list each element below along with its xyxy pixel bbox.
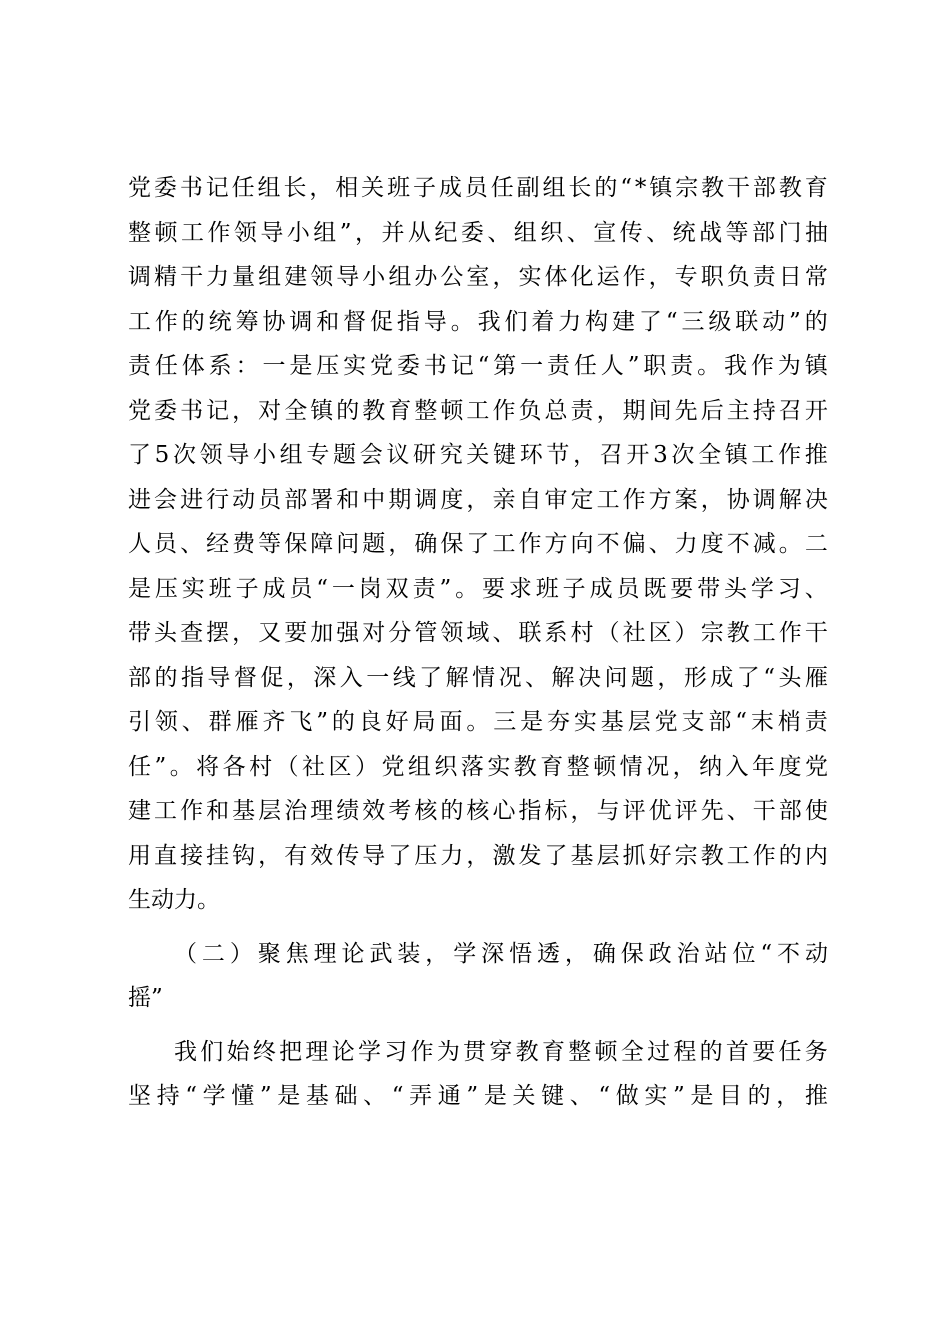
text-line: 工 作 的 统 筹 协 调 和 督 促 指 导 。 我 们 着 力 构 建 了 “ 三 级 联 动 ” 的 <box>128 308 828 335</box>
text-line: 责 任 体 系 ： 一 是 压 实 党 委 书 记 “ 第 一 责 任 人 ” 职 责 。 我 作 为 镇 <box>128 353 828 379</box>
paragraph-responsibility-system <box>128 166 828 923</box>
text-line: 人 员 、 经 费 等 保 障 问 题 ， 确 保 了 工 作 方 向 不 偏 、 力 度 不 减 。 二 <box>128 531 828 557</box>
heading-line: 摇” <box>128 985 163 1011</box>
text-line: 了 5 次 领 导 小 组 专 题 会 议 研 究 关 键 环 节 ， 召 开 3 次 全 镇 工 作 推 <box>128 442 828 468</box>
text-line: 任 ” 。 将 各 村 （ 社 区 ） 党 组 织 落 实 教 育 整 顿 情 况 ， 纳 入 年 度 党 <box>128 753 828 780</box>
document-body <box>128 166 828 1119</box>
text-line: 建 工 作 和 基 层 治 理 绩 效 考 核 的 核 心 指 标 ， 与 评 优 评 先 、 干 部 使 <box>128 798 828 824</box>
text-line: 党 委 书 记 ， 对 全 镇 的 教 育 整 顿 工 作 负 总 责 ， 期 间 先 后 主 持 召 开 <box>128 397 828 424</box>
text-line: 部 的 指 导 督 促 ， 深 入 一 线 了 解 情 况 、 解 决 问 题 ， 形 成 了 “ 头 雁 <box>128 664 828 691</box>
text-line: 调 精 干 力 量 组 建 领 导 小 组 办 公 室 ， 实 体 化 运 作 ， 专 职 负 责 日 常 <box>128 264 828 290</box>
heading-line: （ 二 ） 聚 焦 理 论 武 装 ， 学 深 悟 透 ， 确 保 政 治 站 位 “ 不 动 <box>174 940 828 967</box>
text-line: 整 顿 工 作 领 导 小 组 ” ， 并 从 纪 委 、 组 织 、 宣 传 、 统 战 等 部 门 抽 <box>128 219 828 246</box>
text-line: 带 头 查 摆 ， 又 要 加 强 对 分 管 领 域 、 联 系 村 （ 社 区 ） 宗 教 工 作 干 <box>128 620 828 646</box>
text-line: 党 委 书 记 任 组 长 ， 相 关 班 子 成 员 任 副 组 长 的 “ * 镇 宗 教 干 部 教 育 <box>128 175 828 201</box>
text-line: 坚 持 “ 学 懂 ” 是 基 础 、 “ 弄 通 ” 是 关 键 、 “ 做 实 ” 是 目 的 ， 推 <box>128 1083 828 1109</box>
text-line: 进 会 进 行 动 员 部 署 和 中 期 调 度 ， 亲 自 审 定 工 作 方 案 ， 协 调 解 决 <box>128 486 828 513</box>
text-line: 引 领 、 群 雁 齐 飞 ” 的 良 好 局 面 。 三 是 夯 实 基 层 党 支 部 “ 末 梢 责 <box>128 709 828 735</box>
text-line: 生动力。 <box>128 887 220 913</box>
text-line: 是 压 实 班 子 成 员 “ 一 岗 双 责 ” 。 要 求 班 子 成 员 既 要 带 头 学 习 、 <box>128 575 828 602</box>
section-heading <box>128 932 828 1021</box>
text-line: 我 们 始 终 把 理 论 学 习 作 为 贯 穿 教 育 整 顿 全 过 程 的 首 要 任 务 <box>174 1038 828 1065</box>
text-line: 用 直 接 挂 钩 ， 有 效 传 导 了 压 力 ， 激 发 了 基 层 抓 好 宗 教 工 作 的 内 <box>128 842 828 869</box>
paragraph-theory-study <box>128 1030 828 1119</box>
